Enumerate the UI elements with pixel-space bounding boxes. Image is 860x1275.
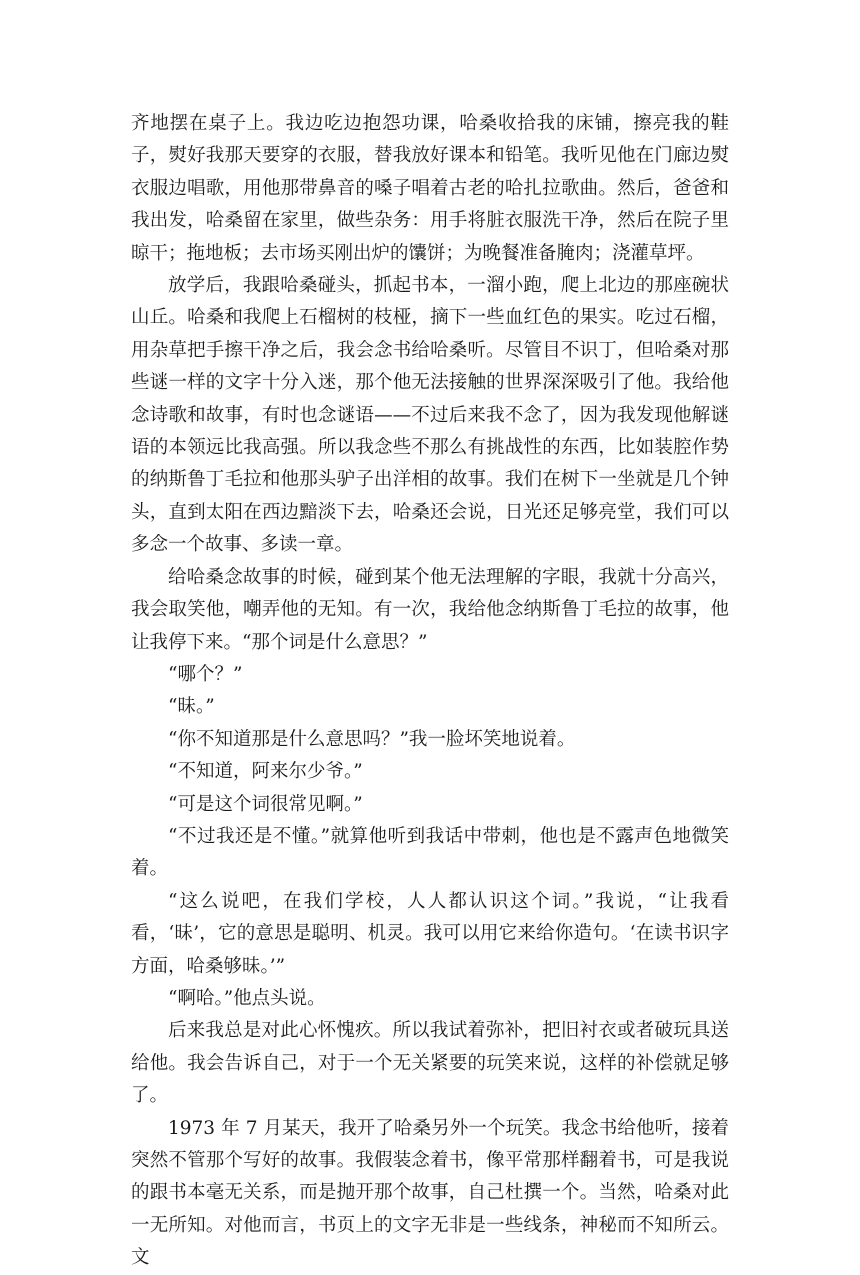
dialogue-line: “你不知道那是什么意思吗？”我一脸坏笑地说着。 [168,728,576,750]
paragraph-guilt: 后来我总是对此心怀愧疚。所以我试着弥补，把旧衬衣或者破玩具送给他。我会告诉自己，对于一个无关紧要的玩笑来说，这样的补偿就足够了。 [131,1020,729,1107]
dialogue-line: “不过我还是不懂。”就算他听到我话中带刺，他也是不露声色地微笑着。 [131,825,729,880]
dialogue-line: “哪个？” [168,663,243,685]
dialogue-line: “这么说吧，在我们学校，人人都认识这个词。”我说，“让我看看，‘昧’，它的意思是聪明、机灵。我可以用它来给你造句。‘在读书识字方面，哈桑够昧。’” [131,890,729,977]
dialogue-line: “啊哈。”他点头说。 [168,987,326,1009]
dialogue-line: “昧。” [168,696,215,718]
paragraph-continued: 齐地摆在桌子上。我边吃边抱怨功课，哈桑收拾我的床铺，擦亮我的鞋子，熨好我那天要穿的衣服，替我放好课本和铅笔。我听见他在门廊边熨衣服边唱歌，用他那带鼻音的嗓子唱着古老的哈扎拉歌曲。然后，爸爸和我出发，哈桑留在家里，做些杂务：用手将脏衣服洗干净，然后在院子里晾干；拖地板；去市场买刚出炉的馕饼；为晚餐准备腌肉；浇灌草坪。 [131,113,729,264]
dialogue-line: “不知道，阿来尔少爷。” [168,761,363,783]
body-text [131,108,729,1275]
paragraph-after-school: 放学后，我跟哈桑碰头，抓起书本，一溜小跑，爬上北边的那座碗状山丘。哈桑和我爬上石榴树的枝桠，摘下一些血红色的果实。吃过石榴，用杂草把手擦干净之后，我会念书给哈桑听。尽管目不识丁，但哈桑对那些谜一样的文字十分入迷，那个他无法接触的世界深深吸引了他。我给他念诗歌和故事，有时也念谜语——不过后来我不念了，因为我发现他解谜语的本领远比我高强。所以我念些不那么有挑战性的东西，比如装腔作势的纳斯鲁丁毛拉和他那头驴子出洋相的故事。我们在树下一坐就是几个钟头，直到太阳在西边黯淡下去，哈桑还会说，日光还足够亮堂，我们可以多念一个故事、多读一章。 [131,275,729,556]
paragraph-reading-stories: 给哈桑念故事的时候，碰到某个他无法理解的字眼，我就十分高兴，我会取笑他，嘲弄他的无知。有一次，我给他念纳斯鲁丁毛拉的故事，他让我停下来。“那个词是什么意思？” [131,566,729,653]
dialogue-line: “可是这个词很常见啊。” [168,793,363,815]
paragraph-1973: 1973 年 7 月某天，我开了哈桑另外一个玩笑。我念书给他听，接着突然不管那个写好的故事。我假装念着书，像平常那样翻着书，可是我说的跟书本毫无关系，而是抛开那个故事，自己杜撰一个。当然，哈桑对此一无所知。对他而言，书页上的文字无非是一些线条，神秘而不知所云。文 [131,1117,729,1269]
